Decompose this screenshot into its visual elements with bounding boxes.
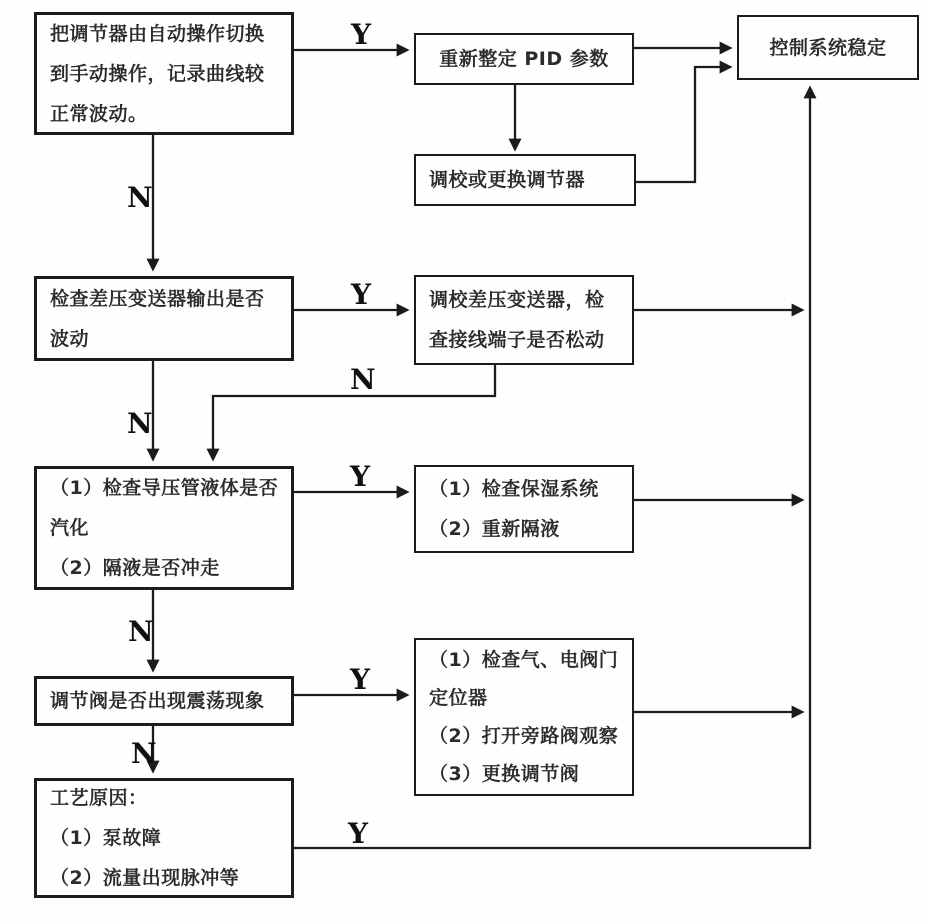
node-recalibrate-controller <box>414 154 636 206</box>
node-switch-to-manual <box>34 12 294 135</box>
node-process-cause-text: 工艺原因： （1）泵故障 （2）流量出现脉冲等 <box>50 787 240 889</box>
node-system-stable-text: 控制系统稳定 <box>769 36 887 59</box>
edge-label-col1-n1: N <box>127 181 153 214</box>
node-valve-oscillation-text: 调节阀是否出现震荡现象 <box>50 690 265 712</box>
node-process-cause <box>34 778 294 898</box>
node-check-positioner-text: （1）检查气、电阀门 定位器 （2）打开旁路阀观察 （3）更换调节阀 <box>429 649 619 785</box>
node-check-insulation <box>414 465 634 553</box>
edge-label-col1-n4: N <box>131 737 157 770</box>
node-check-transmitter <box>34 276 294 361</box>
edge-label-col1-n2: N <box>127 407 153 440</box>
edge-label-row2-n: N <box>350 363 376 396</box>
edge-label-col1-n3: N <box>128 615 154 648</box>
edge-label-row3-y: Y <box>350 460 370 493</box>
node-recalibrate-transmitter-text: 调校差压变送器，检 查接线端子是否松动 <box>429 289 605 351</box>
edge-recal-controller-to-stable <box>636 67 730 182</box>
node-retune-pid-text: 重新整定 PID 参数 <box>439 48 609 70</box>
node-system-stable <box>737 15 919 80</box>
node-check-transmitter-text: 检查差压变送器输出是否 波动 <box>50 287 265 350</box>
edge-label-row5-y: Y <box>348 817 368 850</box>
node-recalibrate-transmitter <box>414 275 634 365</box>
edge-label-row4-y: Y <box>350 663 370 696</box>
node-recalibrate-controller-text: 调校或更换调节器 <box>429 169 586 191</box>
node-check-positioner <box>414 638 634 796</box>
node-check-insulation-text: （1）检查保湿系统 （2）重新隔液 <box>429 478 599 540</box>
node-check-impulse-pipe <box>34 466 294 590</box>
node-retune-pid <box>414 33 634 85</box>
node-switch-to-manual-text: 把调节器由自动操作切换 到手动操作，记录曲线较 正常波动。 <box>50 22 265 125</box>
edge-label-row2-y: Y <box>351 278 371 311</box>
node-check-impulse-pipe-text: （1）检查导压管液体是否 汽化 （2）隔液是否冲走 <box>50 477 279 579</box>
node-valve-oscillation <box>34 676 294 726</box>
edge-label-row1-y: Y <box>351 18 371 51</box>
